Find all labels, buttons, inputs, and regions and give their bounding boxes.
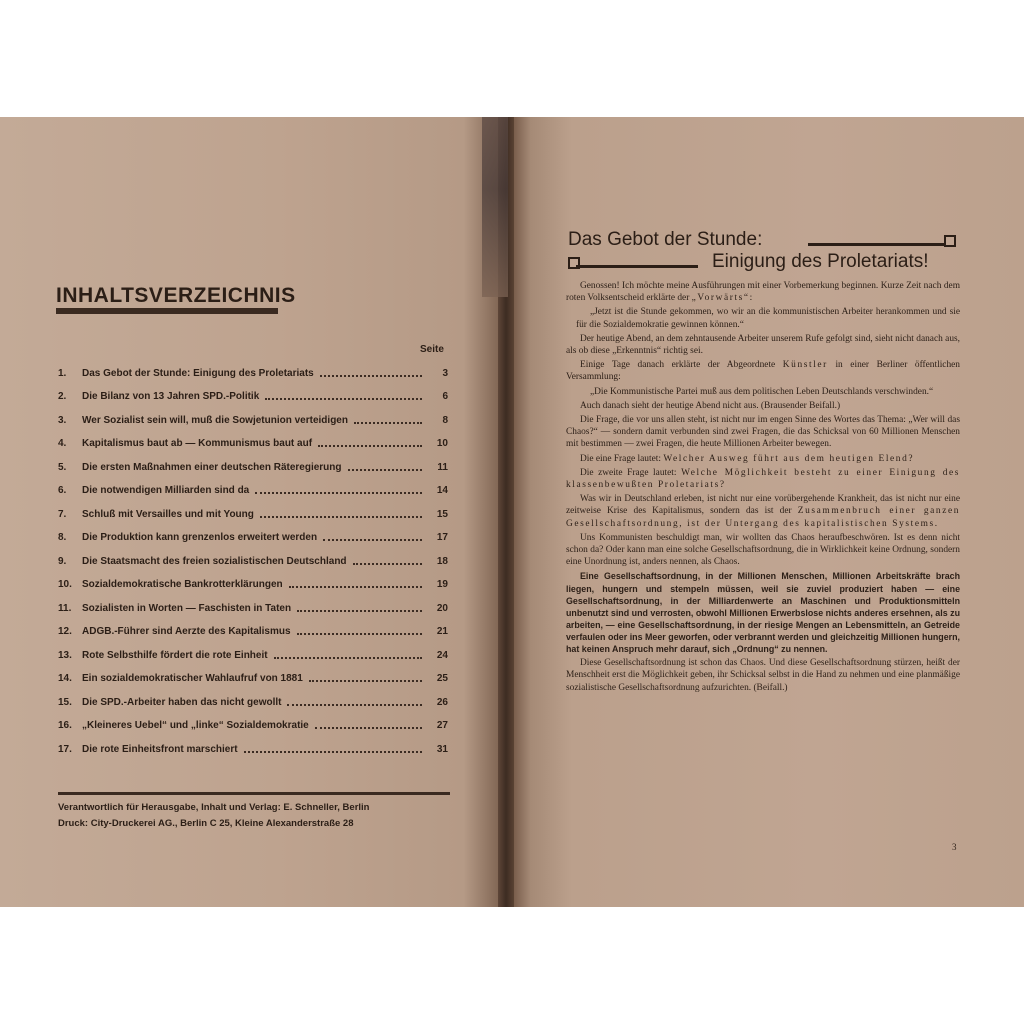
toc-item-number: 4. [58, 438, 67, 449]
imprint-divider [58, 792, 450, 795]
toc-item [58, 591, 448, 615]
article-title-part2: Einigung des Proletariats! [712, 251, 929, 272]
toc-item-number: 15. [58, 696, 72, 708]
toc-item-title: Die SPD.-Arbeiter haben das nicht gewollt [82, 696, 282, 708]
toc-leader-dots [260, 516, 422, 518]
imprint-printer: Druck: City-Druckerei AG., Berlin C 25, Kleine Alexanderstraße 28 [58, 818, 354, 829]
toc-item-title: Die Bilanz von 13 Jahren SPD.-Politik [82, 391, 260, 402]
toc-item [58, 544, 448, 568]
toc-item-number: 8. [58, 532, 67, 543]
paragraph: Was wir in Deutschland erleben, ist nicht nur eine vorübergehende Krankheit, das ist nicht nur eine zeitweise Krise des Kapitalismus, sondern das ist der Zusammenbruch einer ganzen Gesellschaftsordnung, ist der Untergang des kapitalistischen Systems. [566, 494, 960, 529]
toc-item [58, 615, 448, 639]
toc-item [58, 685, 448, 709]
toc-item-page: 27 [436, 720, 448, 731]
toc-item-number: 12. [58, 626, 72, 637]
toc-leader-dots [297, 610, 422, 612]
title-decor-box-top [944, 235, 956, 247]
toc-item-title: Rote Selbsthilfe fördert die rote Einheit [82, 649, 268, 661]
paragraph: Der heutige Abend, an dem zehntausende Arbeiter unserem Rufe gefolgt sind, sieht nicht danach aus, als ob diese „Erkenntnis“ richtig sei. [566, 333, 960, 357]
toc-title: INHALTSVERZEICHNIS [56, 284, 296, 307]
toc-item [58, 662, 448, 686]
toc-item-page: 11 [437, 461, 448, 473]
toc-item-number: 9. [58, 555, 67, 567]
toc-item-title: Die ersten Maßnahmen einer deutschen Räteregierung [82, 461, 342, 473]
toc-item-title: Kapitalismus baut ab — Kommunismus baut auf [82, 438, 313, 449]
paragraph: Die Frage, die vor uns allen steht, ist nicht nur im engen Sinne des Wortes das Thema: „Wer will das Chaos?“ — sondern damit verbunden sind zwei Fragen, die das Schicksal von 60 Millionen Menschen mit bestimmen — zwei Fragen, die heute Millionen Arbeiter bewegen. [566, 415, 960, 450]
bold-paragraph: Eine Gesellschaftsordnung, in der Millionen Menschen, Millionen Arbeitskräfte brach liegen, hungern und stempeln müssen, weil sie zuviel produziert haben — eine Gesellschaftsordnung, in der Milliardenwerte an Maschinen und Produktionsmitteln unbenutzt sind und verrosten, obwohl Millionen Erwerbslose nichts anderes ersehnen, als zu arbeiten, — eine Gesellschaftsordnung, in der riesige Mengen an Lebensmitteln, an Getreide verfaulen oder ins Meer geworfen, oder verbrannt werden und gleichzeitig Millionen hungern, hat keinen Anspruch mehr darauf, sich „Ordnung“ zu nennen. [566, 571, 960, 655]
toc-item-title: Wer Sozialist sein will, muß die Sowjetunion verteidigen [82, 414, 348, 426]
toc-item-page: 21 [436, 626, 448, 637]
toc-item [58, 427, 448, 451]
toc-item [58, 403, 448, 427]
imprint [58, 800, 458, 832]
toc-item-title: Die notwendigen Milliarden sind da [82, 485, 250, 496]
toc-page-header: Seite [420, 344, 444, 355]
toc-item [58, 709, 448, 733]
paragraph: Genossen! Ich möchte meine Ausführungen mit einer Vorbemerkung beginnen. Kurze Zeit nach dem roten Volksentscheid erklärte der „Vorwärts“: [566, 281, 960, 304]
toc-item-title: Sozialisten in Worten — Faschisten in Taten [82, 602, 292, 614]
toc-item [58, 638, 448, 662]
toc-leader-dots [297, 633, 422, 635]
toc-item-page: 6 [442, 391, 448, 402]
toc-item-title: Sozialdemokratische Bankrotterklärungen [82, 579, 283, 590]
toc-item [58, 380, 448, 404]
toc-item-number: 17. [58, 743, 72, 755]
paragraph: Die zweite Frage lautet: Welche Möglichkeit besteht zu einer Einigung des klassenbewußten Proletariats? [566, 467, 960, 491]
paragraph: Die eine Frage lautet: Welcher Ausweg führt aus dem heutigen Elend? [580, 453, 915, 464]
toc-item-page: 14 [436, 485, 448, 496]
toc-item-page: 10 [436, 438, 448, 449]
toc-item-number: 10. [58, 579, 72, 590]
toc-item [58, 521, 448, 545]
paragraph: Einige Tage danach erklärte der Abgeordnete Künstler in einer Berliner öffentlichen Versammlung: [566, 360, 960, 383]
toc-item-page: 17 [436, 532, 448, 543]
toc-leader-dots [318, 445, 422, 447]
torn-spine-edge [482, 117, 508, 297]
article-title-part1: Das Gebot der Stunde: [568, 229, 763, 250]
article-body [566, 280, 960, 696]
toc-item [58, 568, 448, 592]
toc-leader-dots [265, 398, 422, 400]
title-decor-line-bottom [576, 265, 698, 268]
toc-item [58, 356, 448, 380]
toc-leader-dots [309, 680, 422, 682]
toc-item-number: 13. [58, 649, 72, 661]
toc-item-number: 6. [58, 485, 67, 496]
toc-item-page: 25 [436, 673, 448, 684]
toc-leader-dots [354, 422, 422, 424]
toc-item [58, 497, 448, 521]
toc-item [58, 732, 448, 756]
toc-leader-dots [315, 727, 422, 729]
toc-item-page: 24 [436, 649, 448, 661]
toc-title-underline [56, 308, 278, 314]
toc-item-number: 16. [58, 720, 72, 731]
toc-item-page: 3 [442, 367, 448, 379]
page-number: 3 [952, 842, 957, 852]
toc-leader-dots [255, 492, 422, 494]
quote: „Jetzt ist die Stunde gekommen, wo wir an die kommunistischen Arbeiter herankommen und sie für die Sozialdemokratie gewinnen können.“ [576, 307, 960, 330]
toc-list [58, 356, 448, 756]
toc-item-title: Das Gebot der Stunde: Einigung des Proletariats [82, 367, 314, 379]
toc-leader-dots [353, 563, 422, 565]
toc-item-number: 3. [58, 414, 67, 426]
title-decor-line-top [808, 243, 948, 246]
toc-item-title: Schluß mit Versailles und mit Young [82, 508, 254, 520]
paragraph: Auch danach sieht der heutige Abend nicht aus. (Brausender Beifall.) [580, 400, 841, 411]
toc-leader-dots [323, 539, 422, 541]
toc-leader-dots [320, 375, 422, 377]
toc-leader-dots [274, 657, 422, 659]
toc-leader-dots [348, 469, 422, 471]
toc-item-page: 18 [436, 555, 448, 567]
toc-item-number: 7. [58, 508, 67, 520]
toc-item [58, 450, 448, 474]
paragraph: Diese Gesellschaftsordnung ist schon das Chaos. Und diese Gesellschaftsordnung stürzen, heißt der Menschheit erst die Möglichkeit geben, ihr Schicksal selbst in die Hand zu nehmen und eine planmäßige sozialistische Gesellschaftsordnung aufzurichten. (Beifall.) [566, 658, 960, 693]
toc-item-page: 19 [436, 579, 448, 590]
toc-item-page: 26 [436, 696, 448, 708]
toc-item-number: 11. [58, 602, 72, 614]
toc-leader-dots [289, 586, 422, 588]
toc-item-number: 1. [58, 367, 67, 379]
paragraph: Uns Kommunisten beschuldigt man, wir wollten das Chaos heraufbeschwören. Ist es denn nicht schon da? Oder kann man eine solche Gesellschaftsordnung, die in Wirklichkeit keine Ordnung, sondern eine Unordnung ist, anders nennen, als Chaos. [566, 532, 960, 568]
toc-item-title: ADGB.-Führer sind Aerzte des Kapitalismus [82, 626, 291, 637]
toc-item-number: 2. [58, 391, 67, 402]
toc-item-title: Ein sozialdemokratischer Wahlaufruf von 1881 [82, 673, 303, 684]
toc-item-title: „Kleineres Uebel“ und „linke“ Sozialdemokratie [82, 720, 309, 731]
toc-item-number: 14. [58, 673, 72, 684]
toc-item-title: Die Staatsmacht des freien sozialistischen Deutschland [82, 555, 347, 567]
toc-item-page: 15 [436, 508, 448, 520]
toc-item-number: 5. [58, 461, 67, 473]
toc-item-page: 20 [436, 602, 448, 614]
toc-item [58, 474, 448, 498]
imprint-publisher: Verantwortlich für Herausgabe, Inhalt und Verlag: E. Schneller, Berlin [58, 802, 370, 813]
toc-leader-dots [287, 704, 422, 706]
toc-item-title: Die rote Einheitsfront marschiert [82, 743, 238, 755]
quote: „Die Kommunistische Partei muß aus dem politischen Leben Deutschlands verschwinden.“ [590, 386, 934, 397]
toc-item-title: Die Produktion kann grenzenlos erweitert werden [82, 532, 318, 543]
toc-item-page: 31 [436, 743, 448, 755]
toc-item-page: 8 [442, 414, 448, 426]
toc-leader-dots [244, 751, 422, 753]
